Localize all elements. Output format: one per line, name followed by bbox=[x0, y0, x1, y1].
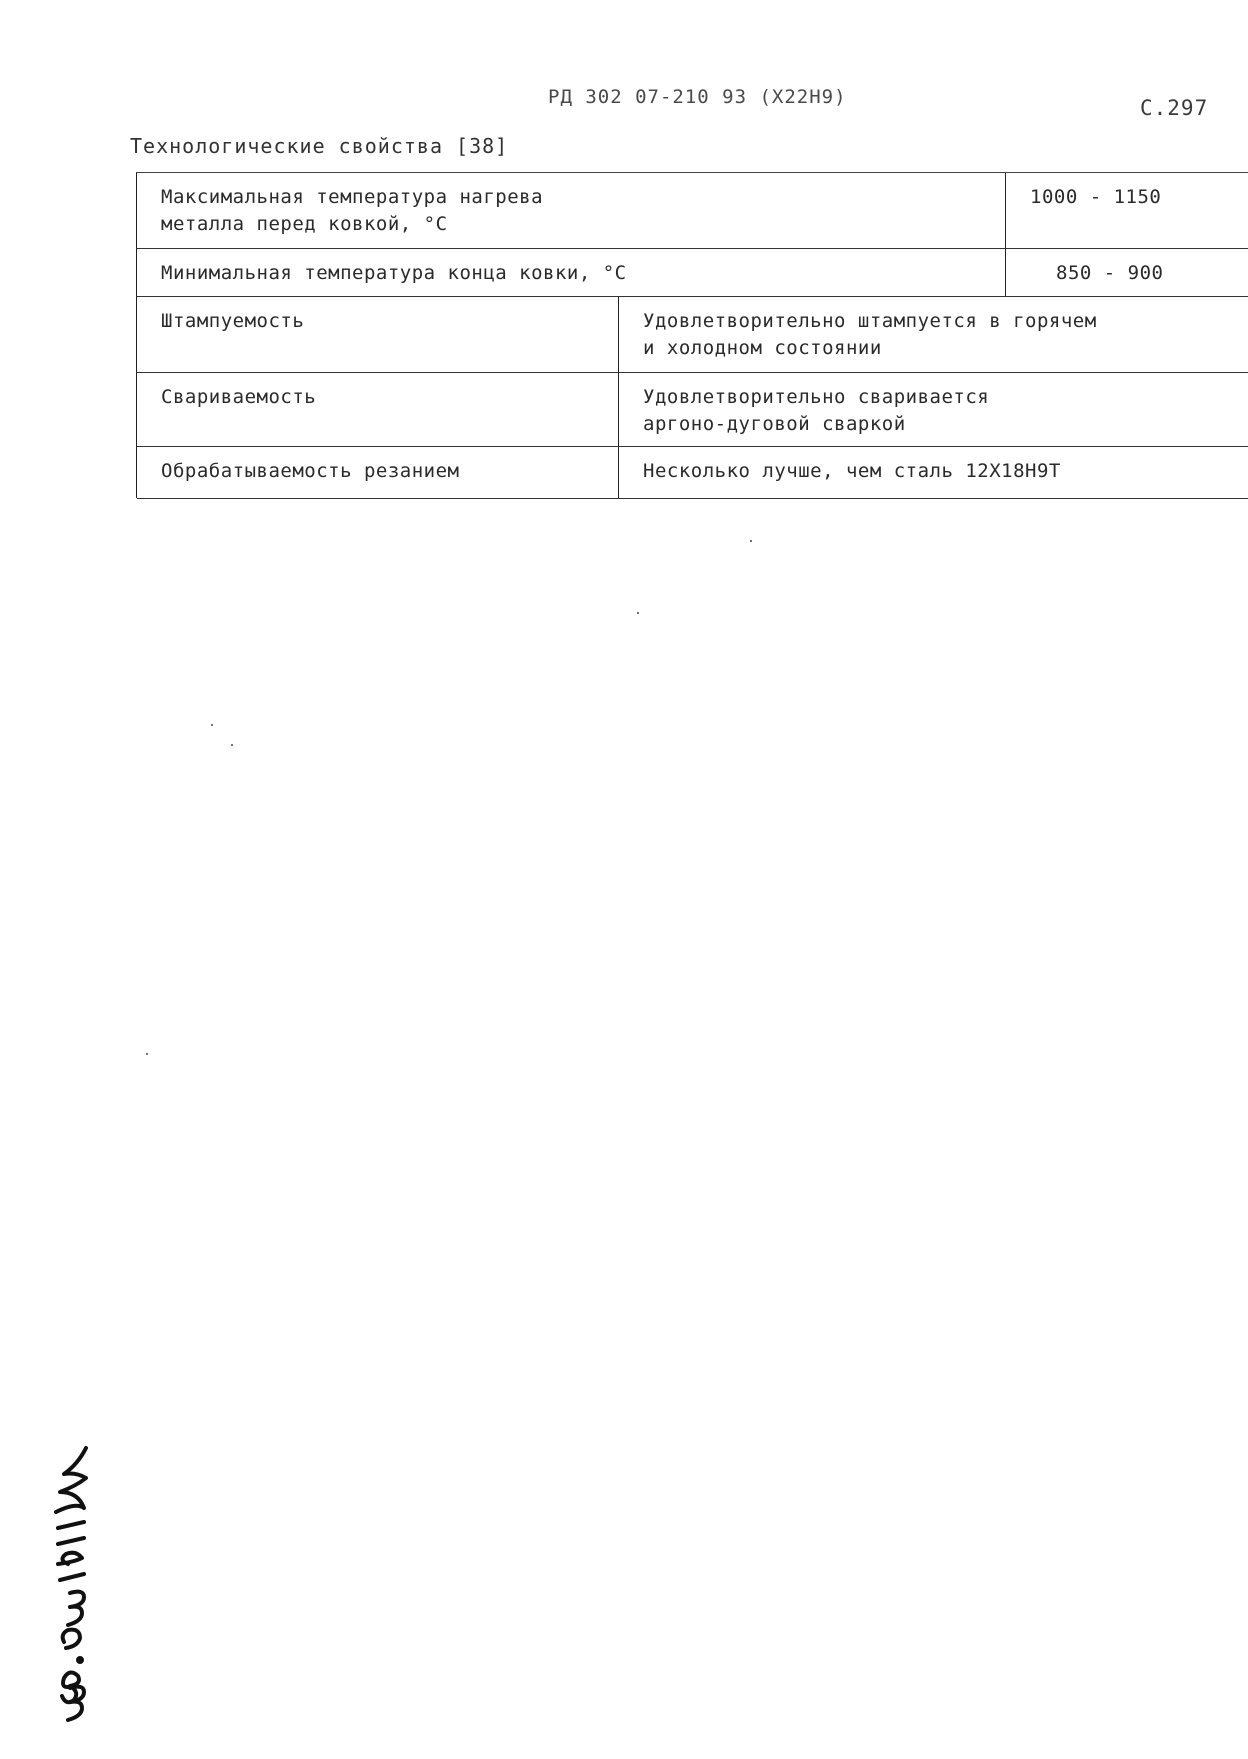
row-value: Несколько лучше, чем сталь 12Х18Н9Т bbox=[618, 447, 1248, 498]
table-row bbox=[137, 297, 1248, 373]
table-row bbox=[137, 447, 1248, 499]
table-row bbox=[137, 173, 1248, 249]
scan-speck bbox=[146, 1053, 148, 1055]
scan-speck bbox=[637, 612, 639, 614]
row-label: Минимальная температура конца ковки, °С bbox=[161, 262, 627, 284]
page-number: С.297 bbox=[1140, 96, 1209, 120]
row-label: Максимальная температура нагрева металла перед ковкой, °С bbox=[161, 186, 544, 235]
row-value: 850 - 900 bbox=[1005, 249, 1248, 296]
table-row bbox=[137, 373, 1248, 447]
scan-speck bbox=[231, 744, 233, 746]
table-row bbox=[137, 249, 1248, 297]
doc-code: РД 302 07-210 93 (Х22Н9) bbox=[548, 86, 847, 108]
row-label: Обрабатываемость резанием bbox=[161, 460, 460, 482]
row-label: Свариваемость bbox=[161, 386, 317, 408]
row-value: Удовлетворительно сваривается аргоно-дуговой сваркой bbox=[618, 373, 1248, 446]
scan-speck bbox=[750, 540, 752, 542]
scan-speck bbox=[211, 724, 213, 726]
section-title: Технологические свойства [38] bbox=[130, 134, 509, 158]
row-value: 1000 - 1150 bbox=[1005, 173, 1248, 248]
handwritten-signature bbox=[38, 1420, 108, 1740]
properties-table bbox=[136, 172, 1248, 498]
row-value: Удовлетворительно штампуется в горячем и холодном состоянии bbox=[618, 297, 1248, 372]
row-label: Штампуемость bbox=[161, 310, 305, 332]
